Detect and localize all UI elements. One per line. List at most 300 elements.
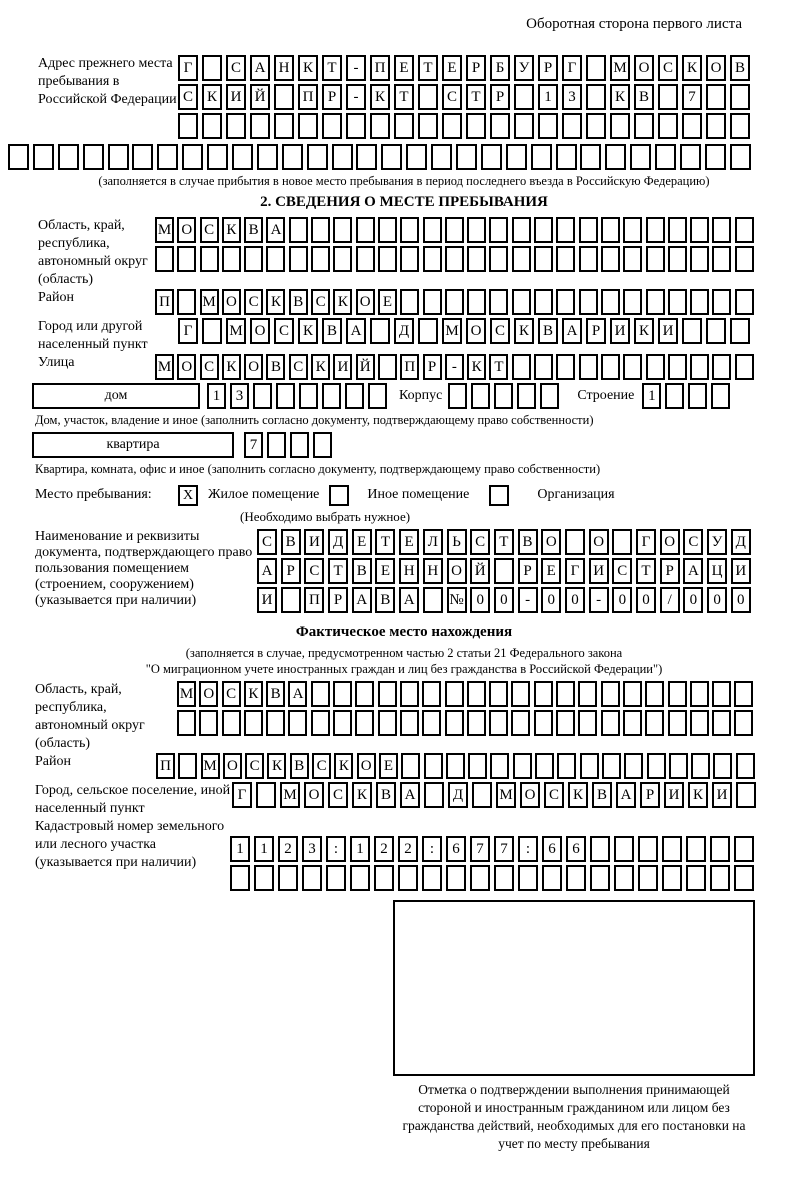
char-box[interactable]	[735, 289, 754, 315]
char-box[interactable]: 2	[398, 836, 418, 862]
char-box[interactable]	[422, 681, 441, 707]
char-box[interactable]: К	[333, 289, 352, 315]
char-box[interactable]	[266, 710, 285, 736]
char-box[interactable]	[356, 144, 377, 170]
char-box[interactable]: В	[266, 354, 285, 380]
char-box[interactable]	[535, 753, 554, 779]
char-box[interactable]: С	[289, 354, 308, 380]
char-box[interactable]: И	[731, 558, 751, 584]
char-box[interactable]	[682, 318, 702, 344]
char-box[interactable]: В	[730, 55, 750, 81]
char-box[interactable]	[489, 217, 508, 243]
char-box[interactable]	[299, 383, 318, 409]
char-box[interactable]: Е	[442, 55, 462, 81]
char-box[interactable]: С	[470, 529, 490, 555]
char-box[interactable]	[662, 865, 682, 891]
char-box[interactable]	[556, 289, 575, 315]
char-box[interactable]	[423, 289, 442, 315]
char-box[interactable]: Е	[375, 558, 395, 584]
char-box[interactable]: С	[442, 84, 462, 110]
char-box[interactable]: 0	[683, 587, 703, 613]
char-box[interactable]	[202, 318, 222, 344]
char-box[interactable]	[467, 246, 486, 272]
char-box[interactable]: М	[177, 681, 196, 707]
char-box[interactable]	[398, 865, 418, 891]
char-box[interactable]: О	[660, 529, 680, 555]
char-box[interactable]: В	[592, 782, 612, 808]
char-box[interactable]	[680, 144, 701, 170]
char-box[interactable]: Б	[490, 55, 510, 81]
char-box[interactable]: Р	[490, 84, 510, 110]
char-box[interactable]: С	[311, 289, 330, 315]
char-box[interactable]: М	[226, 318, 246, 344]
char-box[interactable]: С	[490, 318, 510, 344]
char-box[interactable]	[682, 113, 702, 139]
char-box[interactable]: К	[311, 354, 330, 380]
char-box[interactable]	[712, 217, 731, 243]
char-box[interactable]	[445, 217, 464, 243]
char-box[interactable]	[614, 865, 634, 891]
char-box[interactable]: Е	[378, 289, 397, 315]
char-box[interactable]: Г	[565, 558, 585, 584]
char-box[interactable]	[602, 753, 621, 779]
char-box[interactable]	[538, 113, 558, 139]
char-box[interactable]	[381, 144, 402, 170]
char-box[interactable]	[289, 246, 308, 272]
char-box[interactable]	[712, 710, 731, 736]
char-box[interactable]: -	[346, 55, 366, 81]
char-box[interactable]: К	[222, 217, 241, 243]
char-box[interactable]	[534, 289, 553, 315]
char-box[interactable]: И	[304, 529, 324, 555]
checkbox-residential[interactable]: X	[178, 485, 198, 506]
char-box[interactable]: О	[447, 558, 467, 584]
char-box[interactable]: М	[496, 782, 516, 808]
char-box[interactable]	[556, 246, 575, 272]
char-box[interactable]	[712, 246, 731, 272]
char-box[interactable]	[8, 144, 29, 170]
char-box[interactable]	[298, 113, 318, 139]
char-box[interactable]	[256, 782, 276, 808]
char-box[interactable]: Д	[328, 529, 348, 555]
char-box[interactable]	[646, 354, 665, 380]
char-box[interactable]: Р	[281, 558, 301, 584]
char-box[interactable]: 7	[494, 836, 514, 862]
char-box[interactable]	[580, 144, 601, 170]
char-box[interactable]	[668, 246, 687, 272]
char-box[interactable]	[691, 753, 710, 779]
char-box[interactable]: В	[281, 529, 301, 555]
char-box[interactable]	[378, 681, 397, 707]
char-box[interactable]: К	[370, 84, 390, 110]
house-number-row[interactable]	[207, 383, 391, 412]
char-box[interactable]	[735, 354, 754, 380]
char-box[interactable]: А	[683, 558, 703, 584]
char-box[interactable]: И	[664, 782, 684, 808]
char-box[interactable]	[669, 753, 688, 779]
char-box[interactable]	[178, 753, 197, 779]
char-box[interactable]: С	[304, 558, 324, 584]
char-box[interactable]: №	[447, 587, 467, 613]
char-box[interactable]	[282, 144, 303, 170]
char-box[interactable]	[556, 217, 575, 243]
char-box[interactable]: М	[155, 217, 174, 243]
char-box[interactable]: В	[244, 217, 263, 243]
char-box[interactable]	[400, 217, 419, 243]
char-box[interactable]	[370, 318, 390, 344]
char-box[interactable]: В	[376, 782, 396, 808]
char-box[interactable]: М	[201, 753, 220, 779]
char-box[interactable]	[422, 865, 442, 891]
char-box[interactable]	[489, 289, 508, 315]
char-box[interactable]	[423, 246, 442, 272]
char-box[interactable]	[370, 113, 390, 139]
char-box[interactable]	[394, 113, 414, 139]
char-box[interactable]: О	[244, 354, 263, 380]
char-box[interactable]	[467, 289, 486, 315]
char-box[interactable]: А	[257, 558, 277, 584]
char-box[interactable]	[586, 113, 606, 139]
actual-region-row-2[interactable]	[177, 710, 757, 739]
char-box[interactable]: И	[333, 354, 352, 380]
char-box[interactable]: О	[466, 318, 486, 344]
char-box[interactable]	[638, 836, 658, 862]
char-box[interactable]	[734, 681, 753, 707]
char-box[interactable]	[706, 113, 726, 139]
char-box[interactable]	[601, 710, 620, 736]
char-box[interactable]	[278, 865, 298, 891]
char-box[interactable]	[481, 144, 502, 170]
char-box[interactable]: К	[467, 354, 486, 380]
char-box[interactable]: К	[267, 753, 286, 779]
char-box[interactable]: П	[304, 587, 324, 613]
char-box[interactable]: К	[634, 318, 654, 344]
char-box[interactable]	[288, 710, 307, 736]
char-box[interactable]	[58, 144, 79, 170]
char-box[interactable]	[445, 246, 464, 272]
char-box[interactable]	[266, 246, 285, 272]
char-box[interactable]	[489, 681, 508, 707]
char-box[interactable]: Е	[394, 55, 414, 81]
char-box[interactable]	[668, 710, 687, 736]
char-box[interactable]	[431, 144, 452, 170]
char-box[interactable]: Т	[418, 55, 438, 81]
char-box[interactable]: Л	[423, 529, 443, 555]
char-box[interactable]	[157, 144, 178, 170]
char-box[interactable]: С	[222, 681, 241, 707]
char-box[interactable]: П	[400, 354, 419, 380]
document-row-3[interactable]	[257, 587, 754, 616]
char-box[interactable]: В	[538, 318, 558, 344]
char-box[interactable]: Т	[375, 529, 395, 555]
char-box[interactable]	[177, 246, 196, 272]
char-box[interactable]: С	[612, 558, 632, 584]
char-box[interactable]	[646, 246, 665, 272]
char-box[interactable]	[668, 217, 687, 243]
char-box[interactable]: Е	[379, 753, 398, 779]
char-box[interactable]	[579, 246, 598, 272]
char-box[interactable]: 2	[374, 836, 394, 862]
char-box[interactable]	[311, 681, 330, 707]
char-box[interactable]	[489, 246, 508, 272]
char-box[interactable]	[734, 836, 754, 862]
char-box[interactable]	[566, 865, 586, 891]
char-box[interactable]	[601, 289, 620, 315]
char-box[interactable]: Г	[562, 55, 582, 81]
char-box[interactable]	[730, 84, 750, 110]
char-box[interactable]	[423, 587, 443, 613]
char-box[interactable]: Е	[541, 558, 561, 584]
char-box[interactable]: Р	[328, 587, 348, 613]
char-box[interactable]	[712, 289, 731, 315]
char-box[interactable]: 1	[642, 383, 661, 409]
char-box[interactable]	[132, 144, 153, 170]
char-box[interactable]	[668, 354, 687, 380]
char-box[interactable]: И	[610, 318, 630, 344]
char-box[interactable]: О	[223, 753, 242, 779]
char-box[interactable]: 3	[562, 84, 582, 110]
char-box[interactable]: В	[290, 753, 309, 779]
char-box[interactable]	[345, 383, 364, 409]
char-box[interactable]: 7	[244, 432, 263, 458]
char-box[interactable]	[686, 836, 706, 862]
district-row[interactable]	[155, 289, 757, 318]
char-box[interactable]: 0	[494, 587, 514, 613]
char-box[interactable]	[253, 383, 272, 409]
char-box[interactable]	[646, 217, 665, 243]
char-box[interactable]	[578, 681, 597, 707]
char-box[interactable]	[378, 354, 397, 380]
char-box[interactable]: В	[289, 289, 308, 315]
char-box[interactable]: /	[660, 587, 680, 613]
char-box[interactable]: К	[688, 782, 708, 808]
char-box[interactable]: -	[346, 84, 366, 110]
char-box[interactable]	[326, 865, 346, 891]
char-box[interactable]	[378, 217, 397, 243]
char-box[interactable]	[182, 144, 203, 170]
char-box[interactable]	[612, 529, 632, 555]
char-box[interactable]	[645, 681, 664, 707]
char-box[interactable]	[513, 753, 532, 779]
char-box[interactable]	[511, 710, 530, 736]
char-box[interactable]	[534, 217, 553, 243]
char-box[interactable]: Й	[470, 558, 490, 584]
char-box[interactable]	[534, 246, 553, 272]
char-box[interactable]: С	[544, 782, 564, 808]
char-box[interactable]	[494, 383, 513, 409]
char-box[interactable]	[494, 558, 514, 584]
char-box[interactable]	[623, 246, 642, 272]
char-box[interactable]	[406, 144, 427, 170]
char-box[interactable]: И	[589, 558, 609, 584]
char-box[interactable]	[400, 246, 419, 272]
char-box[interactable]	[711, 383, 730, 409]
char-box[interactable]	[624, 753, 643, 779]
char-box[interactable]	[623, 217, 642, 243]
char-box[interactable]	[333, 217, 352, 243]
char-box[interactable]	[155, 246, 174, 272]
char-box[interactable]: Е	[352, 529, 372, 555]
char-box[interactable]	[267, 432, 286, 458]
char-box[interactable]	[401, 753, 420, 779]
char-box[interactable]	[378, 710, 397, 736]
char-box[interactable]	[489, 710, 508, 736]
char-box[interactable]: 6	[566, 836, 586, 862]
char-box[interactable]	[645, 710, 664, 736]
char-box[interactable]: И	[226, 84, 246, 110]
char-box[interactable]	[423, 217, 442, 243]
char-box[interactable]: О	[706, 55, 726, 81]
char-box[interactable]	[350, 865, 370, 891]
char-box[interactable]: Т	[328, 558, 348, 584]
checkbox-organization[interactable]	[489, 485, 509, 506]
char-box[interactable]	[590, 865, 610, 891]
char-box[interactable]: -	[445, 354, 464, 380]
char-box[interactable]	[658, 84, 678, 110]
char-box[interactable]	[579, 217, 598, 243]
char-box[interactable]: :	[326, 836, 346, 862]
char-box[interactable]: Д	[731, 529, 751, 555]
char-box[interactable]	[442, 113, 462, 139]
char-box[interactable]	[512, 289, 531, 315]
prev-address-row-4[interactable]	[8, 144, 800, 173]
char-box[interactable]: А	[250, 55, 270, 81]
char-box[interactable]	[83, 144, 104, 170]
char-box[interactable]	[690, 289, 709, 315]
char-box[interactable]: 0	[565, 587, 585, 613]
char-box[interactable]	[542, 865, 562, 891]
char-box[interactable]	[177, 289, 196, 315]
char-box[interactable]	[490, 753, 509, 779]
char-box[interactable]	[400, 289, 419, 315]
char-box[interactable]	[226, 113, 246, 139]
char-box[interactable]: О	[222, 289, 241, 315]
char-box[interactable]	[730, 113, 750, 139]
char-box[interactable]: П	[298, 84, 318, 110]
char-box[interactable]	[534, 681, 553, 707]
char-box[interactable]: О	[199, 681, 218, 707]
char-box[interactable]	[590, 836, 610, 862]
char-box[interactable]	[33, 144, 54, 170]
char-box[interactable]	[601, 246, 620, 272]
char-box[interactable]: Р	[423, 354, 442, 380]
city-row[interactable]	[178, 318, 754, 347]
char-box[interactable]: О	[357, 753, 376, 779]
char-box[interactable]	[467, 710, 486, 736]
char-box[interactable]	[531, 144, 552, 170]
char-box[interactable]	[668, 681, 687, 707]
char-box[interactable]	[512, 246, 531, 272]
char-box[interactable]	[734, 710, 753, 736]
char-box[interactable]	[222, 246, 241, 272]
char-box[interactable]: Т	[494, 529, 514, 555]
prev-address-row-1[interactable]	[178, 55, 754, 84]
char-box[interactable]	[332, 144, 353, 170]
char-box[interactable]: 0	[707, 587, 727, 613]
char-box[interactable]	[556, 710, 575, 736]
char-box[interactable]: Ц	[707, 558, 727, 584]
char-box[interactable]	[418, 113, 438, 139]
char-box[interactable]	[333, 246, 352, 272]
char-box[interactable]	[734, 865, 754, 891]
document-row-1[interactable]	[257, 529, 754, 558]
char-box[interactable]	[322, 113, 342, 139]
char-box[interactable]	[668, 289, 687, 315]
char-box[interactable]: Д	[448, 782, 468, 808]
char-box[interactable]: О	[356, 289, 375, 315]
char-box[interactable]: О	[177, 354, 196, 380]
char-box[interactable]: А	[400, 782, 420, 808]
char-box[interactable]: О	[250, 318, 270, 344]
char-box[interactable]	[311, 246, 330, 272]
char-box[interactable]	[311, 217, 330, 243]
char-box[interactable]	[706, 84, 726, 110]
char-box[interactable]: С	[683, 529, 703, 555]
char-box[interactable]: Т	[489, 354, 508, 380]
char-box[interactable]: С	[274, 318, 294, 344]
char-box[interactable]: 0	[636, 587, 656, 613]
char-box[interactable]	[355, 710, 374, 736]
char-box[interactable]	[601, 217, 620, 243]
char-box[interactable]	[199, 710, 218, 736]
char-box[interactable]	[690, 246, 709, 272]
char-box[interactable]	[290, 432, 309, 458]
char-box[interactable]	[445, 710, 464, 736]
char-box[interactable]: Н	[423, 558, 443, 584]
char-box[interactable]	[630, 144, 651, 170]
char-box[interactable]: М	[200, 289, 219, 315]
char-box[interactable]: К	[568, 782, 588, 808]
char-box[interactable]	[368, 383, 387, 409]
char-box[interactable]: В	[266, 681, 285, 707]
char-box[interactable]	[690, 217, 709, 243]
char-box[interactable]	[534, 710, 553, 736]
char-box[interactable]	[346, 113, 366, 139]
char-box[interactable]: И	[257, 587, 277, 613]
char-box[interactable]: Р	[640, 782, 660, 808]
char-box[interactable]: :	[518, 836, 538, 862]
char-box[interactable]	[244, 710, 263, 736]
char-box[interactable]: П	[156, 753, 175, 779]
char-box[interactable]: У	[707, 529, 727, 555]
char-box[interactable]: Т	[636, 558, 656, 584]
char-box[interactable]: М	[610, 55, 630, 81]
char-box[interactable]: В	[518, 529, 538, 555]
char-box[interactable]: 0	[731, 587, 751, 613]
char-box[interactable]	[556, 144, 577, 170]
char-box[interactable]: С	[312, 753, 331, 779]
char-box[interactable]: М	[155, 354, 174, 380]
char-box[interactable]	[623, 354, 642, 380]
char-box[interactable]	[634, 113, 654, 139]
char-box[interactable]: А	[266, 217, 285, 243]
char-box[interactable]	[514, 84, 534, 110]
char-box[interactable]: О	[541, 529, 561, 555]
char-box[interactable]: Г	[636, 529, 656, 555]
char-box[interactable]: К	[334, 753, 353, 779]
char-box[interactable]: К	[202, 84, 222, 110]
char-box[interactable]: У	[514, 55, 534, 81]
char-box[interactable]	[614, 836, 634, 862]
char-box[interactable]	[490, 113, 510, 139]
char-box[interactable]	[472, 782, 492, 808]
char-box[interactable]: А	[352, 587, 372, 613]
char-box[interactable]	[512, 354, 531, 380]
char-box[interactable]	[556, 681, 575, 707]
cadastral-row-2[interactable]	[230, 865, 758, 894]
char-box[interactable]	[713, 753, 732, 779]
char-box[interactable]	[378, 246, 397, 272]
